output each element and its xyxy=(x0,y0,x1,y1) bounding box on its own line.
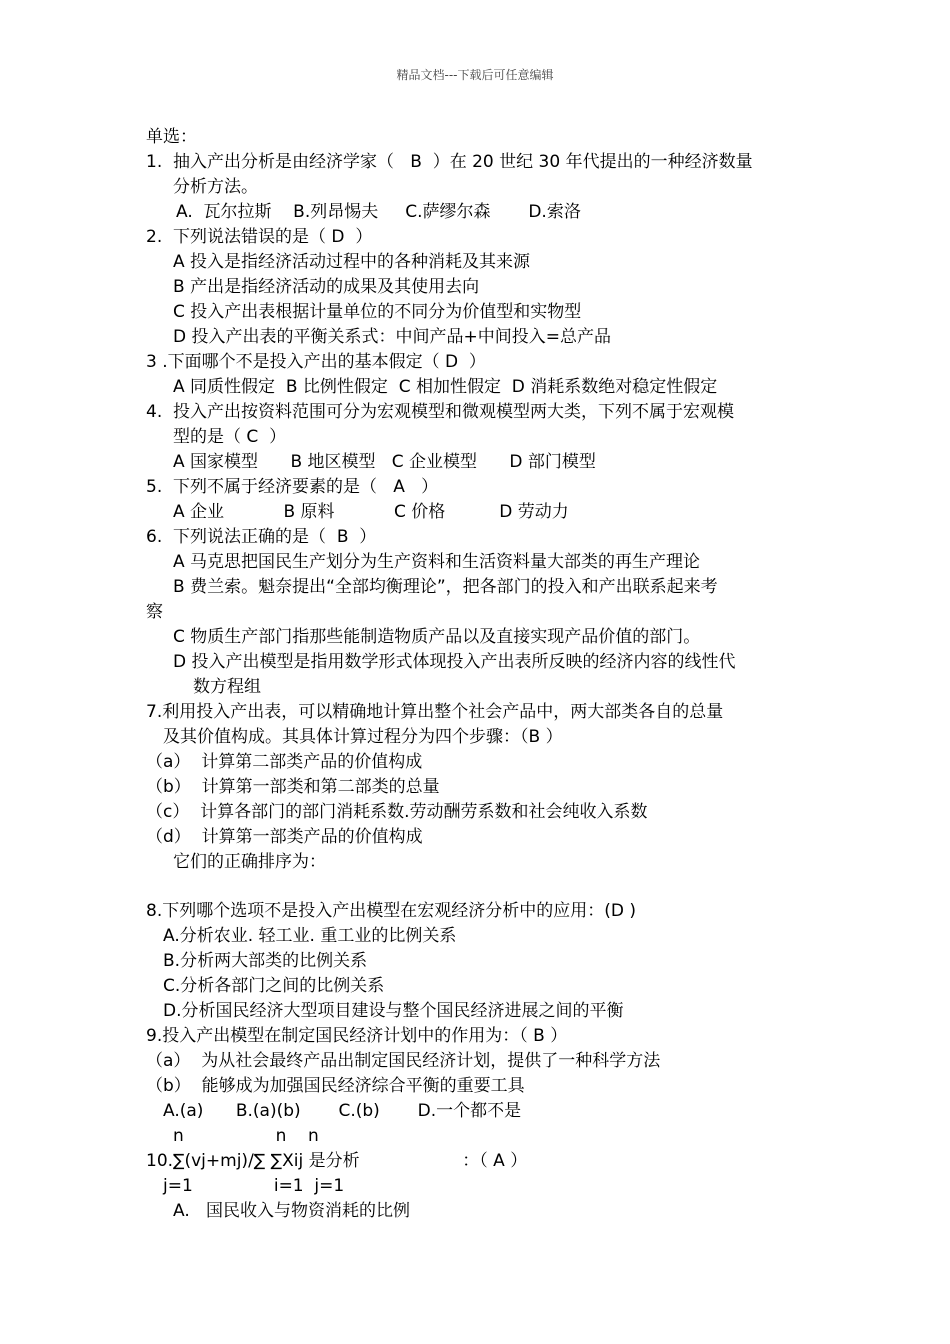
question-9-item-a: （a） 为从社会最终产品出制定国民经济计划，提供了一种科学方法 xyxy=(146,1051,661,1071)
question-2: 2. 下列说法错误的是（ D ） xyxy=(146,227,373,247)
question-6-option-d-cont: 数方程组 xyxy=(193,677,261,697)
question-8-option-c: C.分析各部门之间的比例关系 xyxy=(163,976,385,996)
question-9-options: A.(a) B.(a)(b) C.(b) D.一个都不是 xyxy=(163,1101,522,1121)
question-7-step-b: （b） 计算第一部类和第二部类的总量 xyxy=(146,777,440,797)
question-4-options: A 国家模型 B 地区模型 C 企业模型 D 部门模型 xyxy=(173,452,596,472)
question-3: 3 .下面哪个不是投入产出的基本假定（ D ） xyxy=(146,352,486,372)
question-10-option-a: A. 国民收入与物资消耗的比例 xyxy=(173,1201,410,1221)
question-8: 8.下列哪个选项不是投入产出模型在宏观经济分析中的应用：(D ) xyxy=(146,901,636,921)
question-7-step-d: （d） 计算第一部类产品的价值构成 xyxy=(146,827,423,847)
question-6-option-d: D 投入产出模型是指用数学形式体现投入产出表所反映的经济内容的线性代 xyxy=(173,652,736,672)
question-1-cont: 分析方法。 xyxy=(173,177,258,197)
question-9: 9.投入产出模型在制定国民经济计划中的作用为：（ B ） xyxy=(146,1026,568,1046)
question-1: 1. 抽入产出分析是由经济学家（ B ）在 20 世纪 30 年代提出的一种经济数量 xyxy=(146,152,753,172)
section-title: 单选： xyxy=(146,127,197,147)
question-8-option-d: D.分析国民经济大型项目建设与整个国民经济进展之间的平衡 xyxy=(163,1001,624,1021)
question-6-option-a: A 马克思把国民生产划分为生产资料和生活资料量大部类的再生产理论 xyxy=(173,552,701,572)
question-2-option-b: B 产出是指经济活动的成果及其使用去向 xyxy=(173,277,480,297)
question-6-option-b-cont: 察 xyxy=(146,602,163,622)
question-4: 4. 投入产出按资料范围可分为宏观模型和微观模型两大类，下列不属于宏观模 xyxy=(146,402,735,422)
question-8-option-b: B.分析两大部类的比例关系 xyxy=(163,951,368,971)
question-6-option-c: C 物质生产部门指那些能制造物质产品以及直接实现产品价值的部门。 xyxy=(173,627,701,647)
question-5: 5. 下列不属于经济要素的是（ A ） xyxy=(146,477,439,497)
question-7-order: 它们的正确排序为： xyxy=(173,852,326,872)
question-2-option-c: C 投入产出表根据计量单位的不同分为价值型和实物型 xyxy=(173,302,582,322)
question-8-option-a: A.分析农业. 轻工业. 重工业的比例关系 xyxy=(163,926,457,946)
question-5-options: A 企业 B 原料 C 价格 D 劳动力 xyxy=(173,502,569,522)
question-9-item-b: （b） 能够成为加强国民经济综合平衡的重要工具 xyxy=(146,1076,525,1096)
question-7-step-a: （a） 计算第二部类产品的价值构成 xyxy=(146,752,423,772)
question-3-options: A 同质性假定 B 比例性假定 C 相加性假定 D 消耗系数绝对稳定性假定 xyxy=(173,377,718,397)
question-1-options: A. 瓦尔拉斯 B.列昂惕夫 C.萨缪尔森 D.索洛 xyxy=(176,202,581,222)
question-10-subscripts: j=1 i=1 j=1 xyxy=(163,1176,345,1196)
question-7-step-c: （c） 计算各部门的部门消耗系数.劳动酬劳系数和社会纯收入系数 xyxy=(146,802,648,822)
question-10: 10.∑(vj+mj)/∑ ∑Xij 是分析 ：（ A ） xyxy=(146,1151,528,1171)
question-2-option-a: A 投入是指经济活动过程中的各种消耗及其来源 xyxy=(173,252,531,272)
question-6: 6. 下列说法正确的是（ B ） xyxy=(146,527,377,547)
question-6-option-b: B 费兰索。魁奈提出“全部均衡理论”，把各部门的投入和产出联系起来考 xyxy=(173,577,718,597)
page-header: 精品文档---下载后可任意编辑 xyxy=(396,68,554,82)
question-4-cont: 型的是（ C ） xyxy=(173,427,287,447)
question-7: 7.利用投入产出表，可以精确地计算出整个社会产品中，两大部类各自的总量 xyxy=(146,702,724,722)
question-2-option-d: D 投入产出表的平衡关系式：中间产品+中间投入=总产品 xyxy=(173,327,611,347)
question-7-cont: 及其价值构成。其具体计算过程分为四个步骤：（B ） xyxy=(163,727,563,747)
question-10-superscripts: n n n xyxy=(173,1126,319,1146)
